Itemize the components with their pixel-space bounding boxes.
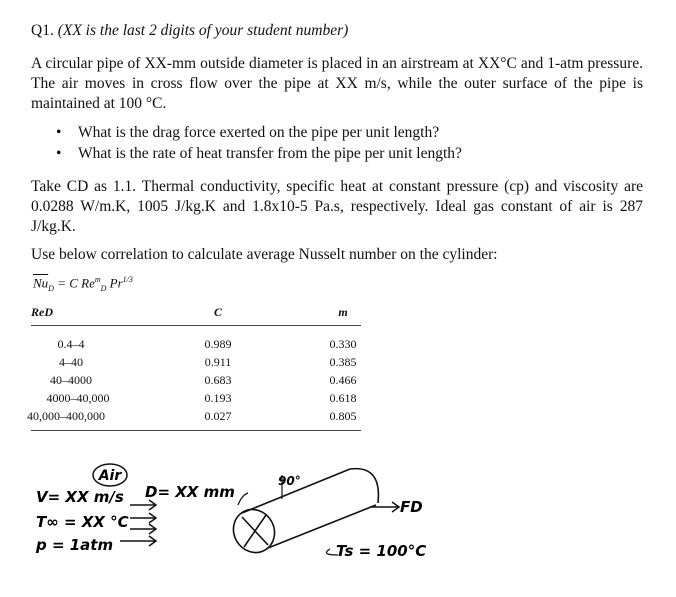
cylinder-sketch	[30, 455, 650, 585]
bullet-item: • What is the drag force exerted on the pipe per unit length?	[56, 124, 440, 141]
surface-temp-label: Ts = 100°C	[336, 542, 427, 560]
bullet-dot-icon: •	[56, 145, 62, 162]
header-re: ReD	[31, 305, 53, 319]
question-number: Q1.	[31, 22, 54, 39]
problem-statement: A circular pipe of XX-mm outside diameter is placed in an airstream at XX°C and 1-atm pressure. The air moves in cross flow over the pipe at XX m/s, while the outer surface of the pipe is maintained at 100 °C.	[31, 55, 643, 112]
formula-nu: $\overline{Nu}$	[33, 275, 49, 291]
given-properties: Take CD as 1.1. Thermal conductivity, specific heat at constant pressure (cp) and viscosity are 0.0288 W/m.K, 1005 J/kg.K and 1.8x10-5 Pa.s, respectively. Ideal gas constant of air is 287 J/kg.K.	[31, 178, 643, 235]
header-c: C	[213, 305, 222, 319]
air-label: Air	[98, 468, 122, 484]
diameter-label: D= XX mm	[145, 483, 235, 501]
table-row: 4000–40,000 0.193 0.618	[46, 391, 357, 405]
question-title	[31, 21, 643, 41]
table-header-row	[31, 305, 361, 323]
velocity-label: V= XX m/s	[36, 488, 124, 506]
bullet-item: • What is the rate of heat transfer from the pipe per unit length?	[56, 145, 462, 162]
temperature-label: T∞ = XX °C	[36, 513, 129, 531]
table-bottom-rule	[31, 430, 361, 431]
table-header-rule	[31, 325, 361, 326]
header-m: m	[338, 305, 348, 319]
drag-force-label: FD	[400, 498, 423, 516]
table-row: 40–4000 0.683 0.466	[50, 373, 357, 387]
table-row: 40,000–400,000 0.027 0.805	[27, 409, 357, 423]
angle-label: 90°	[278, 474, 301, 488]
drag-force-arrow-icon	[370, 502, 399, 512]
question-note: (XX is the last 2 digits of your student number)	[57, 22, 349, 39]
correlation-instruction: Use below correlation to calculate average Nusselt number on the cylinder:	[31, 246, 498, 263]
table-row: 0.4–4 0.989 0.330	[57, 337, 357, 351]
bullet-dot-icon: •	[56, 124, 62, 141]
nusselt-formula: $\overline{Nu}_D = C$ $Re^m_D$ $Pr^{1/3}$	[33, 275, 133, 293]
table-row: 4–40 0.911 0.385	[59, 355, 357, 369]
pressure-label: p = 1atm	[36, 536, 114, 554]
